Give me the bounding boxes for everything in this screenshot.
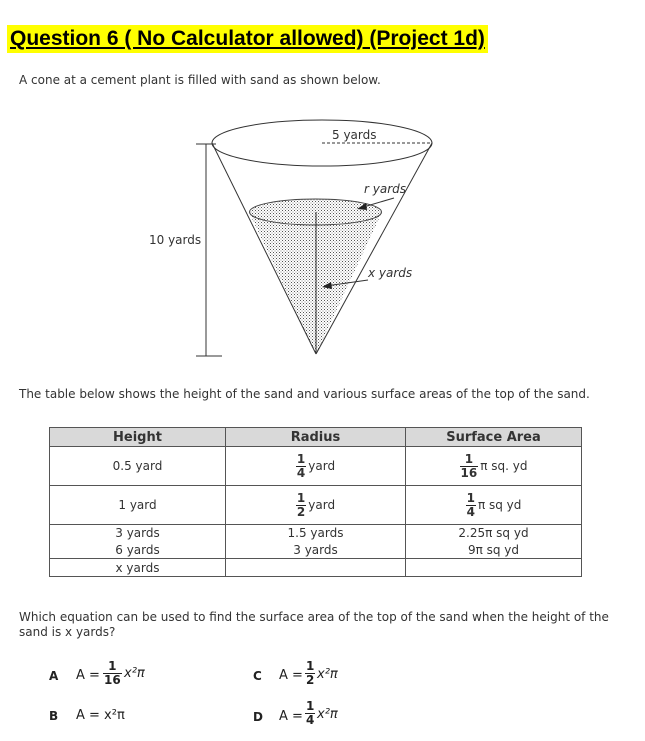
cell-radius: 1.5 yards bbox=[226, 525, 406, 542]
cell-height: 6 yards bbox=[50, 542, 226, 559]
question-line-2: sand is x yards? bbox=[19, 625, 116, 639]
cell-height: 0.5 yard bbox=[50, 447, 226, 486]
top-radius-label: 5 yards bbox=[332, 128, 377, 142]
option-b[interactable] bbox=[49, 705, 209, 725]
equation-lhs: A = bbox=[279, 668, 303, 683]
question-title: Question 6 ( No Calculator allowed) (Project 1d) bbox=[7, 25, 488, 53]
cell-radius bbox=[226, 559, 406, 577]
unit: π sq yd bbox=[477, 497, 522, 512]
header-height: Height bbox=[50, 428, 226, 447]
equation-lhs: A = bbox=[279, 709, 303, 724]
cell-height: 1 yard bbox=[50, 486, 226, 525]
denominator: 2 bbox=[296, 504, 306, 519]
denominator: 4 bbox=[306, 713, 315, 727]
cell-area bbox=[406, 559, 582, 577]
question-line-1: Which equation can be used to find the surface area of the top of the sand when the height of the bbox=[19, 610, 609, 624]
unit: yard bbox=[308, 458, 336, 473]
denominator: 4 bbox=[466, 504, 475, 519]
fraction bbox=[460, 453, 479, 480]
fraction bbox=[296, 492, 306, 519]
cell-radius: 3 yards bbox=[226, 542, 406, 559]
cell-area: 9π sq yd bbox=[406, 542, 582, 559]
option-a[interactable] bbox=[49, 660, 209, 694]
x-label: x yards bbox=[368, 266, 413, 280]
table-row bbox=[50, 542, 582, 559]
height-label: 10 yards bbox=[149, 233, 202, 247]
equation-rhs: x²π bbox=[124, 666, 145, 681]
table-header-row bbox=[50, 428, 582, 447]
equation-lhs: A = bbox=[76, 668, 100, 683]
denominator: 16 bbox=[104, 673, 121, 687]
option-letter: D bbox=[253, 710, 263, 724]
numerator: 1 bbox=[466, 490, 475, 505]
numerator: 1 bbox=[296, 451, 306, 466]
denominator: 2 bbox=[306, 673, 315, 687]
unit: π sq. yd bbox=[480, 458, 528, 473]
cell-area bbox=[406, 486, 582, 525]
header-radius: Radius bbox=[226, 428, 406, 447]
option-d[interactable] bbox=[253, 697, 413, 731]
table-row bbox=[50, 486, 582, 525]
option-c[interactable] bbox=[253, 660, 413, 694]
option-letter: A bbox=[49, 669, 59, 683]
cell-area: 2.25π sq yd bbox=[406, 525, 582, 542]
cell-height: x yards bbox=[50, 559, 226, 577]
numerator: 1 bbox=[103, 660, 122, 674]
cell-radius bbox=[226, 447, 406, 486]
denominator: 16 bbox=[460, 465, 478, 480]
denominator: 4 bbox=[296, 465, 306, 480]
equation-rhs: x²π bbox=[317, 667, 338, 682]
numerator: 1 bbox=[296, 490, 306, 505]
table-row bbox=[50, 525, 582, 542]
table-row bbox=[50, 447, 582, 486]
fraction bbox=[305, 660, 315, 687]
equation: A = x²π bbox=[76, 708, 125, 723]
numerator: 1 bbox=[460, 453, 479, 467]
cell-radius bbox=[226, 486, 406, 525]
cell-height: 3 yards bbox=[50, 525, 226, 542]
cell-area bbox=[406, 447, 582, 486]
header-surface-area: Surface Area bbox=[406, 428, 582, 447]
unit: yard bbox=[308, 497, 336, 512]
fraction bbox=[103, 660, 122, 687]
numerator: 1 bbox=[306, 699, 315, 713]
r-label: r yards bbox=[364, 182, 407, 196]
sand-table bbox=[49, 427, 582, 577]
option-letter: C bbox=[253, 669, 262, 683]
fraction bbox=[305, 700, 315, 727]
numerator: 1 bbox=[306, 659, 315, 673]
fraction bbox=[466, 492, 476, 519]
option-letter: B bbox=[49, 709, 59, 723]
intro-text: A cone at a cement plant is filled with sand as shown below. bbox=[19, 73, 381, 87]
table-intro-text: The table below shows the height of the sand and various surface areas of the top of the sand. bbox=[19, 387, 590, 401]
equation-rhs: x²π bbox=[317, 707, 338, 722]
fraction bbox=[296, 453, 306, 480]
table-row bbox=[50, 559, 582, 577]
